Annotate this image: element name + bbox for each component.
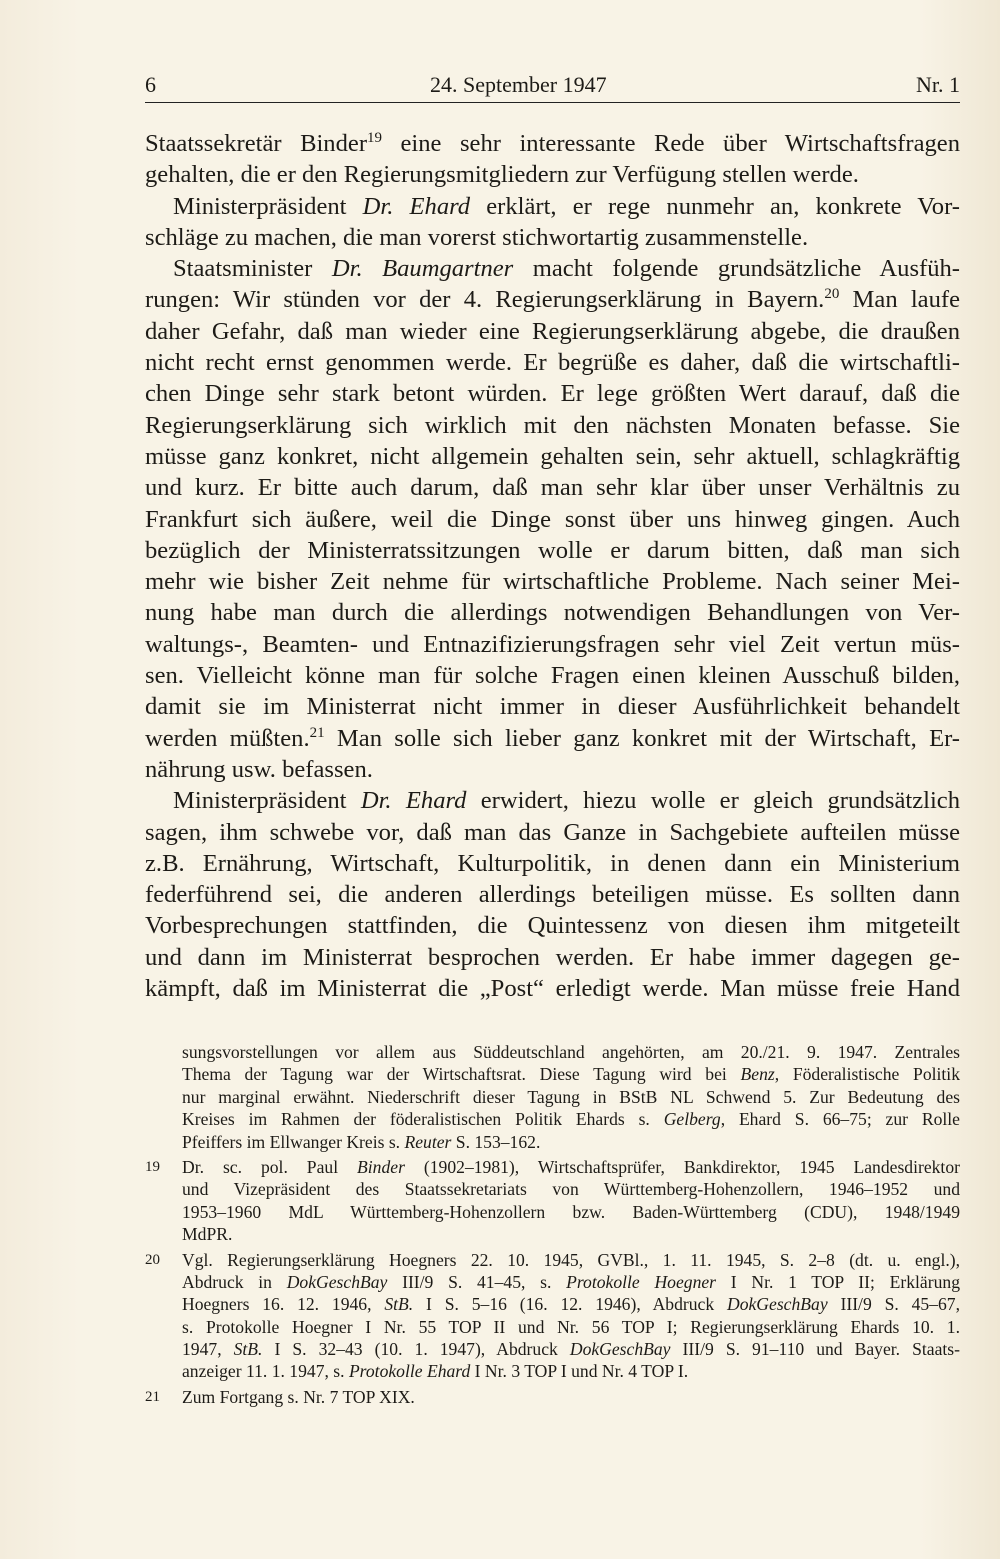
footnote-21 bbox=[145, 1386, 960, 1408]
body-text bbox=[145, 128, 960, 1004]
footnote-line: anzeiger 11. 1. 1947, s. Protokolle Ehard I Nr. 3 TOP I und Nr. 4 TOP I. bbox=[182, 1361, 689, 1382]
footnote-line: sungsvorstellungen vor allem aus Süddeutschland angehörten, am 20./21. 9. 1947. Zentrales bbox=[182, 1042, 960, 1062]
footnote-line: Pfeiffers im Ellwanger Kreis s. Reuter S. 153–162. bbox=[182, 1131, 541, 1152]
running-head bbox=[145, 68, 960, 102]
footnote-line: MdPR. bbox=[182, 1224, 233, 1245]
header-document-number: Nr. 1 bbox=[916, 72, 960, 97]
footnote-number: 20 bbox=[145, 1251, 160, 1268]
footnote-line: Thema der Tagung war der Wirtschaftsrat. Diese Tagung wird bei Benz, Föderalistische Politik bbox=[182, 1064, 960, 1085]
footnote-19 bbox=[145, 1156, 960, 1246]
body-line: nung habe man durch die allerdings notwendigen Behandlungen von Ver- bbox=[145, 599, 960, 627]
footnotes bbox=[145, 1041, 960, 1408]
footnote-line: Hoegners 16. 12. 1946, StB. I S. 5–16 (16. 12. 1946), Abdruck DokGeschBay III/9 S. 45–67, bbox=[182, 1294, 960, 1315]
person-name: Dr. Ehard bbox=[360, 787, 467, 815]
body-line: Staatsminister Dr. Baumgartner macht folgende grundsätzliche Ausfüh- bbox=[173, 255, 960, 283]
footnote-line: 1953–1960 MdL Württemberg-Hohenzollern bzw. Baden-Württemberg (CDU), 1948/1949 bbox=[182, 1201, 960, 1222]
body-line: daher Gefahr, daß man wieder eine Regierungserklärung abgebe, die draußen bbox=[145, 317, 960, 345]
body-line: kämpft, daß im Ministerrat die „Post“ erledigt werde. Man müsse freie Hand bbox=[145, 975, 960, 1003]
body-line: Ministerpräsident Dr. Ehard erklärt, er rege nunmehr an, konkrete Vor- bbox=[173, 192, 960, 220]
footnote-20 bbox=[145, 1249, 960, 1383]
body-line: z.B. Ernährung, Wirtschaft, Kulturpolitik, in denen dann ein Ministerium bbox=[145, 849, 960, 877]
body-line: federführend sei, die anderen allerdings beteiligen müsse. Es sollten dann bbox=[145, 881, 960, 909]
body-line: Staatssekretär Binder$^{19}$ eine sehr interessante Rede über Wirtschaftsfragen bbox=[145, 130, 960, 157]
body-line: und dann im Ministerrat besprochen werden. Er habe immer dagegen ge- bbox=[145, 943, 960, 971]
body-line: damit sie im Ministerrat nicht immer in dieser Ausführlichkeit behandelt bbox=[145, 693, 960, 721]
body-line: müsse ganz konkret, nicht allgemein gehalten sein, sehr aktuell, schlagkräftig bbox=[145, 442, 960, 470]
footnote-line: s. Protokolle Hoegner I Nr. 55 TOP II und Nr. 56 TOP I; Regierungserklärung Ehards 10. 1. bbox=[182, 1316, 960, 1337]
footnote-line: Abdruck in DokGeschBay III/9 S. 41–45, s. Protokolle Hoegner I Nr. 1 TOP II; Erklärung bbox=[182, 1271, 960, 1292]
body-line: sen. Vielleicht könne man für solche Fragen einen kleinen Ausschuß bilden, bbox=[145, 662, 960, 690]
body-line: schläge zu machen, die man vorerst stichwortartig zusammenstelle. bbox=[145, 223, 809, 251]
footnote-line: 1947, StB. I S. 32–43 (10. 1. 1947), Abdruck DokGeschBay III/9 S. 91–110 und Bayer. Staats- bbox=[182, 1339, 960, 1360]
body-line: bezüglich der Ministerratssitzungen wolle er darum bitten, daß man sich bbox=[145, 536, 960, 564]
body-line: gehalten, die er den Regierungsmitgliedern zur Verfügung stellen werde. bbox=[145, 161, 859, 189]
body-line: und kurz. Er bitte auch darum, daß man sehr klar über unser Verhältnis zu bbox=[145, 474, 960, 502]
person-name: Dr. Baumgartner bbox=[331, 255, 514, 283]
body-line: waltungs-, Beamten- und Entnazifizierungsfragen sehr viel Zeit vertun müs- bbox=[145, 630, 960, 658]
footnote-ref-21[interactable]: 21 bbox=[309, 724, 325, 741]
footnote-ref-19[interactable]: 19 bbox=[367, 130, 383, 146]
header-date: 24. September 1947 bbox=[430, 72, 607, 97]
body-line: Vorbesprechungen stattfinden, die Quintessenz von diesen ihm mitgeteilt bbox=[145, 912, 960, 940]
footnote-number: 21 bbox=[145, 1388, 160, 1405]
body-line: mehr wie bisher Zeit nehme für wirtschaftliche Probleme. Nach seiner Mei- bbox=[145, 568, 960, 596]
footnote-line: nur marginal erwähnt. Niederschrift dieser Tagung in BStB NL Schwend 5. Zur Bedeutung des bbox=[182, 1086, 960, 1107]
page-number: 6 bbox=[145, 72, 156, 97]
footnote-line: Kreises im Rahmen der föderalistischen Politik Ehards s. Gelberg, Ehard S. 66–75; zur Rolle bbox=[182, 1109, 960, 1130]
body-line: nicht recht ernst genommen werde. Er begrüße es daher, daß die wirtschaftli- bbox=[145, 349, 960, 377]
footnote-continuation bbox=[145, 1041, 960, 1153]
footnote-line: Zum Fortgang s. Nr. 7 TOP XIX. bbox=[182, 1386, 415, 1407]
body-line: sagen, ihm schwebe vor, daß man das Ganze in Sachgebiete aufteilen müsse bbox=[145, 818, 960, 846]
body-line: Ministerpräsident Dr. Ehard erwidert, hiezu wolle er gleich grundsätzlich bbox=[173, 787, 960, 815]
footnote-ref-20[interactable]: 20 bbox=[824, 286, 840, 303]
body-line: chen Dinge sehr stark betont würden. Er lege größten Wert darauf, daß die bbox=[145, 380, 960, 408]
footnote-line: und Vizepräsident des Staatssekretariats von Württemberg-Hohenzollern, 1946–1952 und bbox=[182, 1179, 960, 1200]
body-line: rungen: Wir stünden vor der 4. Regierungserklärung in Bayern.$^{20}$ Man laufe bbox=[145, 286, 961, 314]
header-rule bbox=[145, 102, 960, 103]
footnote-line: Dr. sc. pol. Paul Binder (1902–1981), Wirtschaftsprüfer, Bankdirektor, 1945 Landesdirektor bbox=[182, 1156, 960, 1177]
footnote-line: Vgl. Regierungserklärung Hoegners 22. 10. 1945, GVBl., 1. 11. 1945, S. 2–8 (dt. u. engl.), bbox=[182, 1249, 960, 1270]
body-line: nährung usw. befassen. bbox=[145, 755, 373, 783]
body-line: werden müßten.$^{21}$ Man solle sich lieber ganz konkret mit der Wirtschaft, Er- bbox=[145, 724, 960, 752]
footnote-number: 19 bbox=[145, 1158, 160, 1175]
body-line: Frankfurt sich äußere, weil die Dinge sonst über uns hinweg gingen. Auch bbox=[145, 505, 960, 533]
person-name: Dr. Ehard bbox=[362, 192, 471, 220]
body-line: Regierungserklärung sich wirklich mit den nächsten Monaten befasse. Sie bbox=[145, 411, 960, 439]
